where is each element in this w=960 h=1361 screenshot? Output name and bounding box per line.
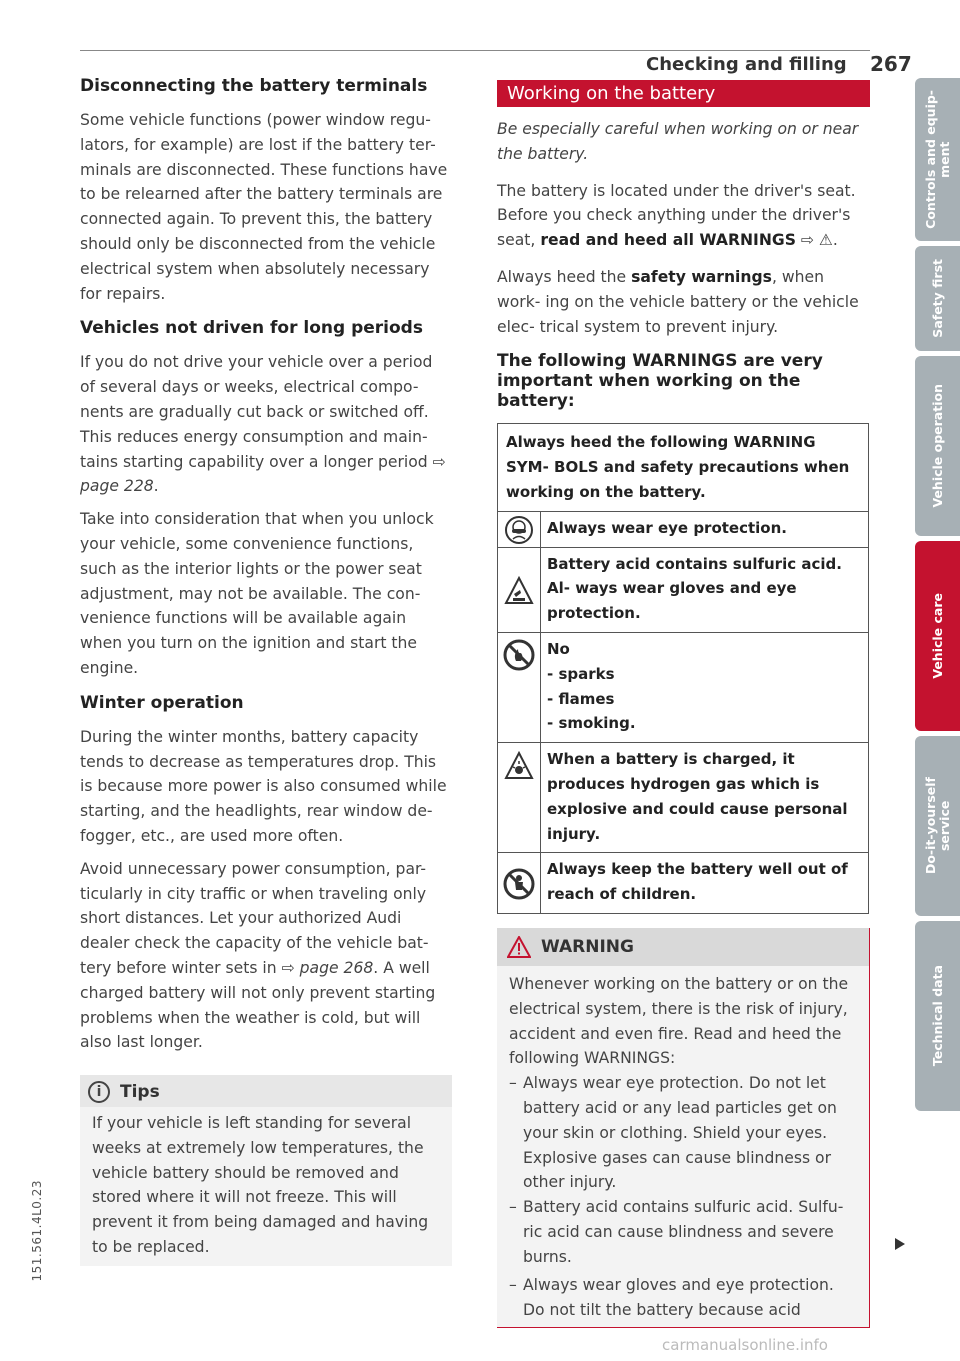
warning-bullet: – Always wear eye protection. Do not let battery acid or any lead particles get on your skin or clothing. Shield your eyes. Explosive gases can cause blindness or other injury. xyxy=(509,1074,837,1192)
warning-header xyxy=(497,928,869,966)
para-unlock: Take into consideration that when you unlock your vehicle, some convenience functions, such as the interior lights or the power seat adjustment, may not be available. The con- venience functions will be available again when you turn on the ignition and start the engine. xyxy=(80,510,434,677)
heading-disconnecting: Disconnecting the battery terminals xyxy=(80,76,428,96)
warning-intro: Whenever working on the battery or on the electrical system, there is the risk of injury, accident and even fire. Read and heed the following WARNINGS: xyxy=(509,974,849,1068)
heed-warnings-bold: read and heed all WARNINGS xyxy=(540,231,796,250)
safety-row: When a battery is charged, it produces hydrogen gas which is explosive and could cause personal injury. xyxy=(498,743,868,853)
document-code: 151.561.4L0.23 xyxy=(30,1180,44,1282)
acid-warning-icon xyxy=(504,576,534,606)
warning-bullet: – Always wear gloves and eye protection. Do not tilt the battery because acid xyxy=(509,1276,834,1320)
side-tab-controls[interactable]: Controls and equip- ment xyxy=(915,78,960,241)
para-heed: Always heed the safety warnings, when work- ing on the vehicle battery or the vehicle elec- trical system to prevent injury. xyxy=(497,267,859,336)
warning-bullet: – Battery acid contains sulfuric acid. Sulfu- ric acid can cause blindness and severe burns. xyxy=(509,1198,844,1266)
safety-row: Battery acid contains sulfuric acid. Al- ways wear gloves and eye protection. xyxy=(498,548,868,633)
page-228-link[interactable]: ⇨ page 228 xyxy=(80,452,446,496)
header-rule xyxy=(80,50,870,51)
safety-row: Always wear eye protection. xyxy=(498,512,868,548)
side-tab-technical-data[interactable]: Technical data xyxy=(915,921,960,1111)
side-tab-nav xyxy=(915,78,960,1116)
warning-body xyxy=(497,966,869,1327)
info-icon: i xyxy=(88,1081,110,1103)
safety-row: Always keep the battery well out of reach of children. xyxy=(498,853,868,913)
side-tab-vehicle-care[interactable]: Vehicle care xyxy=(915,541,960,731)
heading-not-driven: Vehicles not driven for long periods xyxy=(80,318,423,339)
tips-header xyxy=(80,1075,452,1107)
para-disconnecting: Some vehicle functions (power window regu- lators, for example) are lost if the battery ter- minals are disconnected. These functions have to be relearned after the battery terminals are connected again. To prevent this, the battery should only be disconnected from the vehicle electrical system when absolutely necessary for repairs. xyxy=(80,111,448,303)
warning-box xyxy=(497,928,870,1328)
side-tab-diy-service[interactable]: Do-it-yourself service xyxy=(915,736,960,916)
side-tab-vehicle-operation[interactable]: Vehicle operation xyxy=(915,356,960,536)
left-column xyxy=(80,76,452,1266)
safety-symbols-table xyxy=(497,423,869,914)
keep-from-children-icon xyxy=(503,868,535,900)
explosive-gas-icon xyxy=(504,751,534,781)
heading-winter: Winter operation xyxy=(80,692,244,713)
footer-watermark: carmanualsonline.info xyxy=(662,1336,828,1354)
right-column xyxy=(497,80,870,1328)
section-banner: Working on the battery xyxy=(497,80,870,107)
tips-title: Tips xyxy=(120,1082,160,1103)
side-tab-safety[interactable]: Safety first xyxy=(915,246,960,351)
page-268-link[interactable]: ⇨ page 268 xyxy=(281,958,374,977)
tips-box xyxy=(80,1075,452,1266)
warning-triangle-icon xyxy=(507,936,531,958)
intro-italic: Be especially careful when working on or near the battery. xyxy=(497,120,859,163)
safety-table-header: Always heed the following WARNING SYM- BOLS and safety precautions when working on the battery. xyxy=(498,424,868,511)
no-fire-icon xyxy=(503,639,535,671)
para-not-driven: If you do not drive your vehicle over a period of several days or weeks, electrical compo- nents are gradually cut back or switched off. This reduces energy consumption and main- tains starting capability over a longer period ⇨ page 228. xyxy=(80,353,446,496)
header-section-title: Checking and filling xyxy=(646,54,847,75)
tips-text-block xyxy=(80,1107,452,1266)
para-location: The battery is located under the driver's seat. Before you check anything under the driver's seat, read and heed all WARNINGS ⇨ ⚠. xyxy=(497,181,856,250)
eye-protection-icon xyxy=(504,515,534,545)
tips-text: If your vehicle is left standing for several weeks at extremely low temperatures, the vehicle battery should be removed and stored where it will not freeze. This will prevent it from being damaged and having to be replaced. xyxy=(92,1114,429,1257)
continue-arrow-icon xyxy=(895,1238,905,1250)
para-avoid: Avoid unnecessary power consumption, par- ticularly in city traffic or when traveling only short distances. Let your authorized Audi dealer check the capacity of the vehicle bat- tery before winter sets in ⇨ page 268. A well charged battery will not only prevent starting problems when the weather is cold, but will also last longer. xyxy=(80,859,436,1052)
safety-row: No - sparks - flames - smoking. xyxy=(498,633,868,743)
warning-title: WARNING xyxy=(541,936,634,957)
para-winter: During the winter months, battery capacity tends to decrease as temperatures drop. This is because more power is also consumed while starting, and the headlights, rear window de- fogger, etc., are used more often. xyxy=(80,727,447,845)
heading-following-warnings: The following WARNINGS are very important when working on the battery: xyxy=(497,351,823,412)
warning-ref-link[interactable]: ⇨ ⚠. xyxy=(800,231,838,250)
page-number: 267 xyxy=(870,52,912,76)
